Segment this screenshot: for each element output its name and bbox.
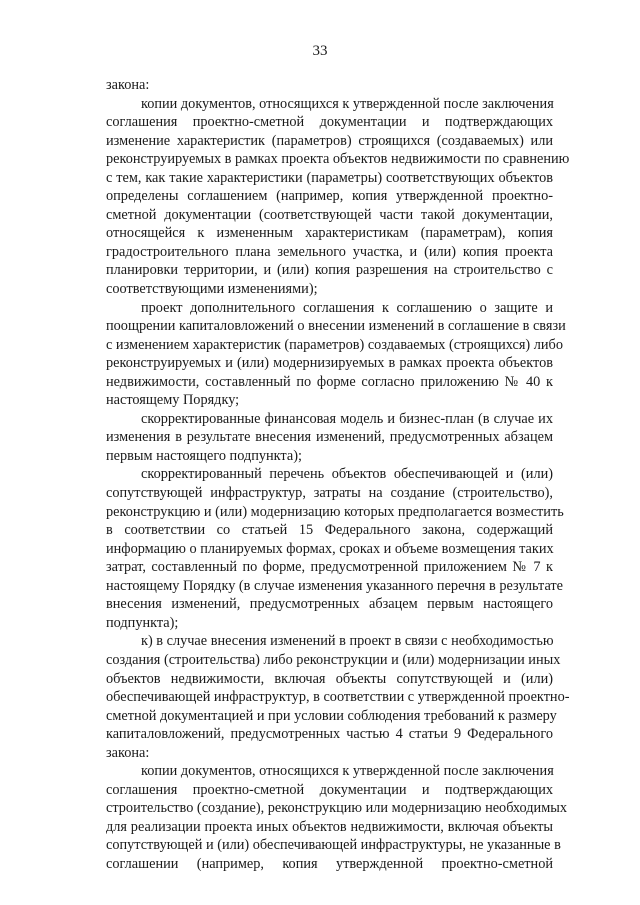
text-line: закона: <box>106 744 150 761</box>
text-line: копии документов, относящихся к утвержденной после заключения <box>141 95 554 112</box>
document-body-text <box>106 76 570 874</box>
text-line: к) в случае внесения изменений в проект в связи с необходимостью <box>141 633 554 650</box>
text-line: сметной документации (соответствующей части такой документации, <box>106 206 553 223</box>
text-line: информацию о планируемых формах, сроках и объеме возмещения таких <box>106 540 554 557</box>
text-line: создания (строительства) либо реконструкции и (или) модернизации иных <box>106 651 561 668</box>
text-line: сопутствующей инфраструктур, затраты на создание (строительство), <box>106 485 553 502</box>
text-line: градостроительного плана земельного участка, и (или) копия проекта <box>106 243 553 260</box>
text-line: соглашении (например, копия утвержденной проектно-сметной <box>106 855 553 872</box>
text-line: затрат, составленный по форме, предусмотренной приложением № 7 к <box>106 559 553 576</box>
text-line: обеспечивающей инфраструктур, в соответствии с утвержденной проектно- <box>106 689 570 706</box>
text-line: поощрении капиталовложений о внесении изменений в соглашение в связи <box>106 318 566 335</box>
text-line: скорректированный перечень объектов обеспечивающей и (или) <box>141 466 553 483</box>
text-line: для реализации проекта иных объектов недвижимости, включая объекты <box>106 818 553 835</box>
text-line: объектов недвижимости, включая объекты сопутствующей и (или) <box>106 670 553 687</box>
text-line: изменение характеристик (параметров) строящихся (создаваемых) или <box>106 132 553 149</box>
text-line: закона: <box>106 77 150 93</box>
text-line: строительство (создание), реконструкцию или модернизацию необходимых <box>106 800 568 817</box>
page-number: 33 <box>312 43 328 59</box>
text-line: сопутствующей и (или) обеспечивающей инфраструктуры, не указанные в <box>106 837 561 854</box>
text-line: с изменением характеристик (параметров) создаваемых (строящихся) либо <box>106 336 563 353</box>
text-line: реконструируемых и (или) модернизируемых в рамках проекта объектов <box>106 355 553 372</box>
text-line: недвижимости, составленный по форме согласно приложению № 40 к <box>106 373 553 390</box>
text-line: соглашения проектно-сметной документации и подтверждающих <box>106 114 553 131</box>
text-line: реконструируемых в рамках проекта объектов недвижимости по сравнению <box>106 151 570 168</box>
text-line: изменения в результате внесения изменений, предусмотренных абзацем <box>106 429 553 446</box>
text-line: соответствующими изменениями); <box>106 281 318 298</box>
text-line: настоящему Порядку (в случае изменения указанного перечня в результате <box>106 577 564 594</box>
text-line: скорректированные финансовая модель и бизнес-план (в случае их <box>141 410 553 427</box>
text-line: настоящему Порядку; <box>106 392 240 409</box>
text-line: капиталовложений, предусмотренных частью 4 статьи 9 Федерального <box>106 726 553 743</box>
text-line: внесения изменений, предусмотренных абзацем первым настоящего <box>106 596 553 613</box>
text-line: первым настоящего подпункта); <box>106 447 302 464</box>
text-line: определены соглашением (например, копия утвержденной проектно- <box>106 188 553 205</box>
text-line: реконструкцию и (или) модернизацию которых предполагается возместить <box>106 503 564 520</box>
text-line: с тем, как такие характеристики (параметры) соответствующих объектов <box>106 169 553 186</box>
text-line: копии документов, относящихся к утвержденной после заключения <box>141 763 554 780</box>
text-line: соглашения проектно-сметной документации и подтверждающих <box>106 781 553 798</box>
text-line: относящейся к измененным характеристикам (параметрам), копия <box>106 225 553 242</box>
text-line: планировки территории, и (или) копия разрешения на строительство с <box>106 262 553 279</box>
text-line: сметной документацией и при условии соблюдения требований к размеру <box>106 707 557 724</box>
text-line: проект дополнительного соглашения к соглашению о защите и <box>141 299 553 316</box>
text-line: в соответствии со статьей 15 Федерального закона, содержащий <box>106 522 553 539</box>
text-line: подпункта); <box>106 614 179 631</box>
